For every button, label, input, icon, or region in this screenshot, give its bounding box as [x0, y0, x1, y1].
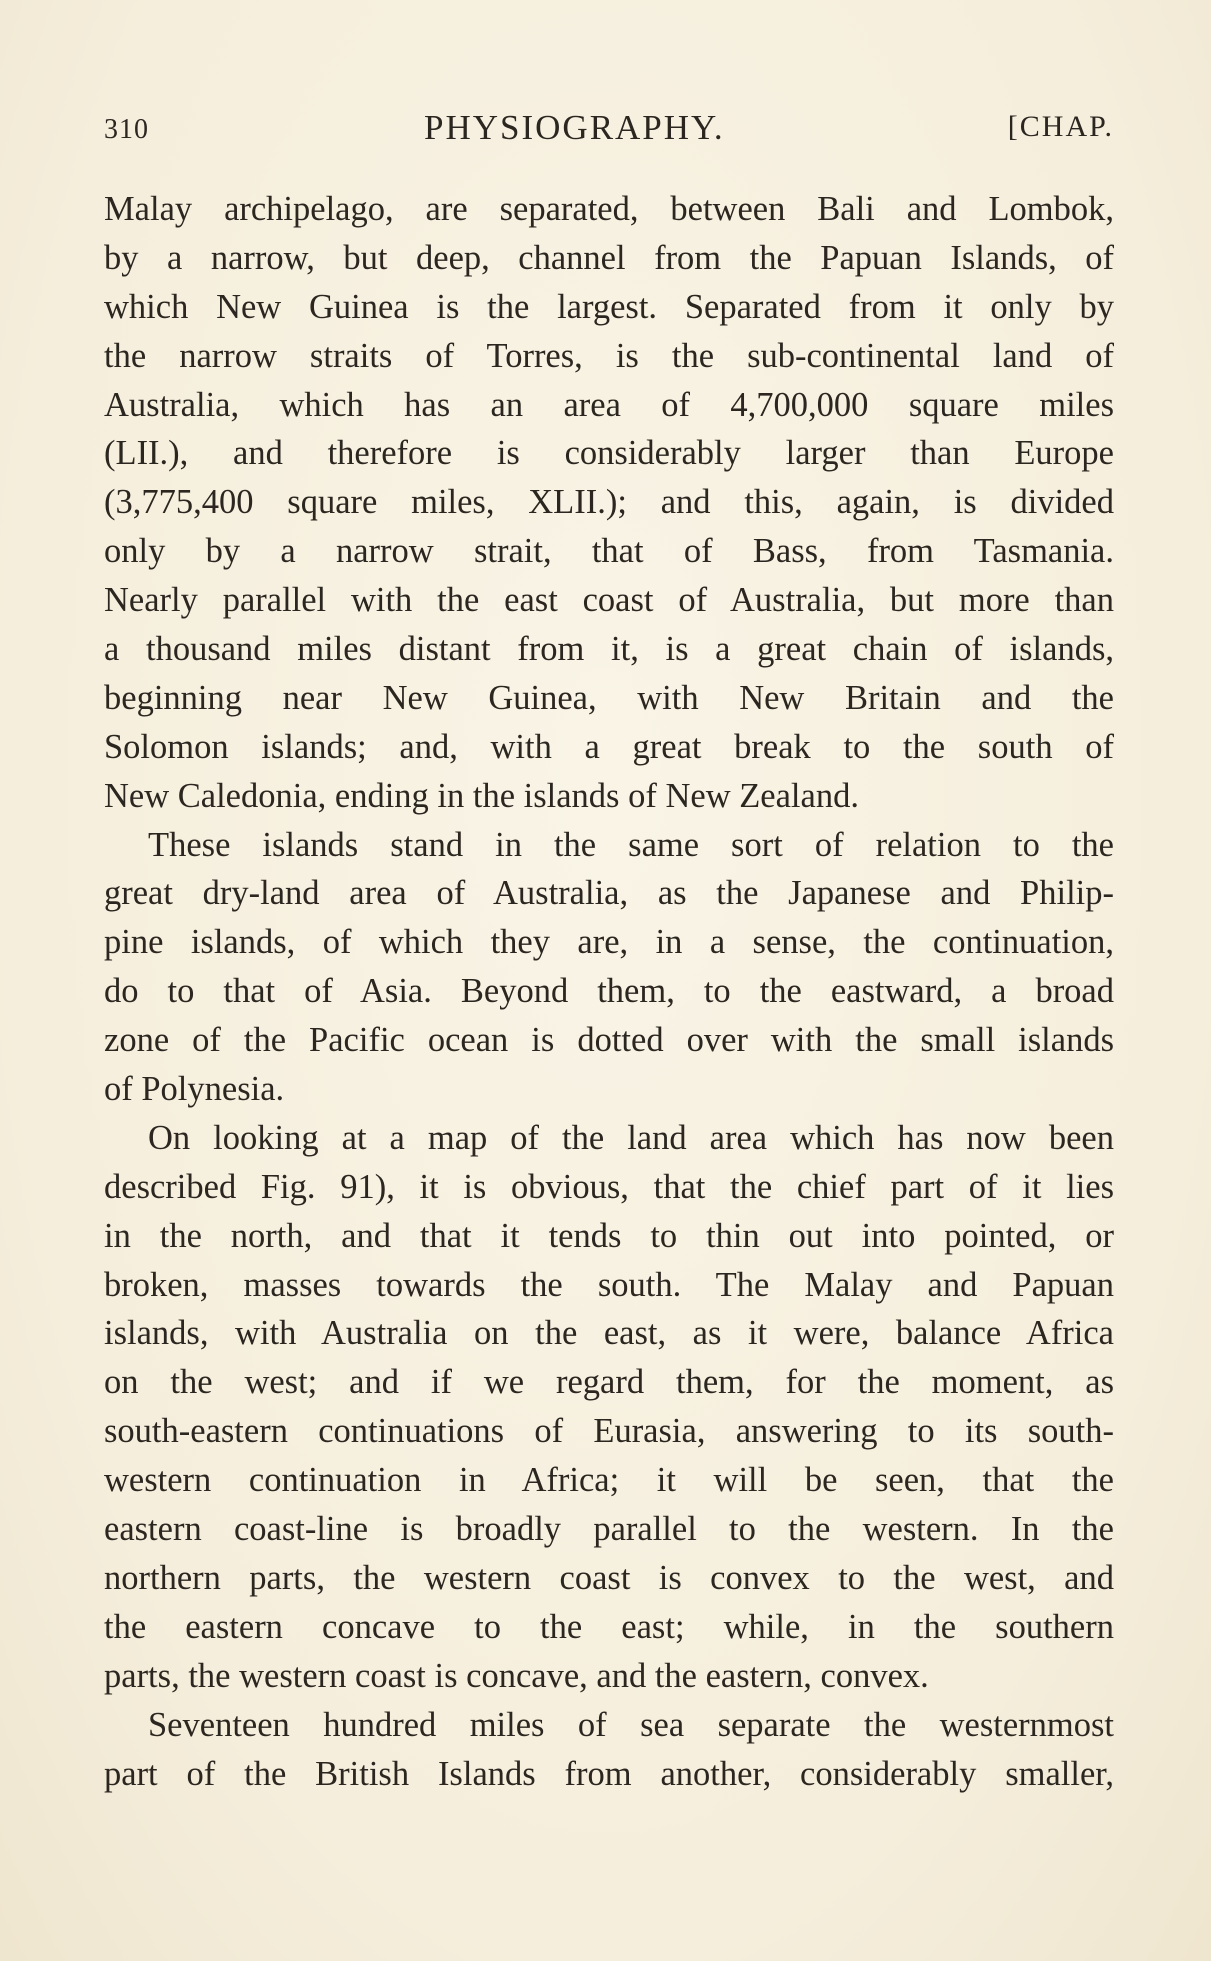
text-line: south-eastern continuations of Eurasia, answering to its south- — [104, 1412, 1114, 1451]
text-line: Malay archipelago, are separated, between Bali and Lombok, — [104, 190, 1114, 228]
text-line: beginning near New Guinea, with New Britain and the — [104, 678, 1114, 717]
chapter-marker: [CHAP. — [1007, 110, 1114, 143]
text-line: do to that of Asia. Beyond them, to the eastward, a broad — [104, 972, 1114, 1011]
text-line: which New Guinea is the largest. Separated from it only by — [104, 287, 1114, 326]
text-line: (LII.), and therefore is considerably larger than Europe — [104, 434, 1114, 473]
text-line: northern parts, the western coast is convex to the west, and — [104, 1558, 1114, 1597]
text-line: on the west; and if we regard them, for the moment, as — [104, 1363, 1114, 1402]
running-title: PHYSIOGRAPHY. — [424, 108, 725, 147]
text-line: great dry-land area of Australia, as the Japanese and Philip- — [104, 874, 1114, 913]
text-line: (3,775,400 square miles, XLII.); and this, again, is divided — [104, 483, 1114, 522]
text-line: Solomon islands; and, with a great break to the south of — [104, 727, 1114, 766]
body-text — [104, 185, 1114, 1798]
text-line: described Fig. 91), it is obvious, that the chief part of it lies — [104, 1167, 1114, 1206]
text-line: western continuation in Africa; it will be seen, that the — [104, 1461, 1114, 1500]
text-line: only by a narrow strait, that of Bass, from Tasmania. — [104, 532, 1114, 571]
text-line: the narrow straits of Torres, is the sub-continental land of — [104, 336, 1114, 375]
text-line: On looking at a map of the land area which has now been — [148, 1118, 1114, 1157]
text-line: parts, the western coast is concave, and the eastern, convex. — [104, 1656, 929, 1695]
page-number: 310 — [104, 114, 149, 145]
text-line: a thousand miles distant from it, is a great chain of islands, — [104, 630, 1114, 669]
text-line: of Polynesia. — [104, 1070, 285, 1109]
text-line: broken, masses towards the south. The Malay and Papuan — [104, 1265, 1114, 1304]
text-line: New Caledonia, ending in the islands of New Zealand. — [104, 776, 859, 815]
text-line: eastern coast-line is broadly parallel to the western. In the — [104, 1510, 1114, 1549]
text-line: pine islands, of which they are, in a sense, the continuation, — [104, 923, 1114, 962]
text-line: Nearly parallel with the east coast of Australia, but more than — [104, 581, 1114, 620]
text-line: These islands stand in the same sort of relation to the — [148, 825, 1114, 864]
text-line: in the north, and that it tends to thin out into pointed, or — [104, 1216, 1114, 1255]
text-line: part of the British Islands from another, considerably smaller, — [104, 1754, 1114, 1793]
text-line: by a narrow, but deep, channel from the Papuan Islands, of — [104, 238, 1114, 277]
text-line: islands, with Australia on the east, as it were, balance Africa — [104, 1314, 1114, 1353]
text-line: zone of the Pacific ocean is dotted over with the small islands — [104, 1021, 1114, 1060]
running-head — [104, 108, 1114, 152]
text-line: Australia, which has an area of 4,700,000 square miles — [104, 385, 1114, 424]
text-line: Seventeen hundred miles of sea separate the westernmost — [148, 1705, 1114, 1744]
text-line: the eastern concave to the east; while, in the southern — [104, 1607, 1114, 1646]
